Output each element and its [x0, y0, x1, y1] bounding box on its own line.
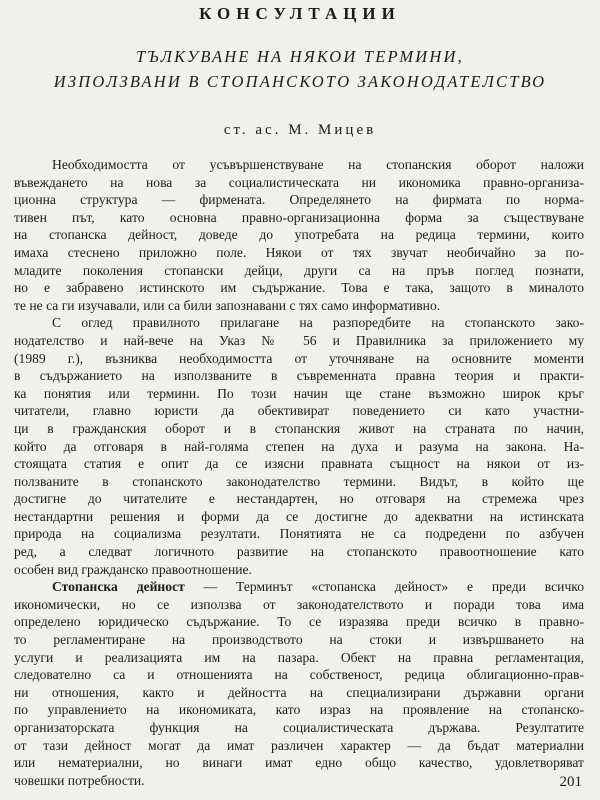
section-heading: КОНСУЛТАЦИИ [199, 4, 401, 23]
text-line: ползваните в стопанското законодателство термини. Видът, в който ще [14, 473, 584, 489]
paragraph-term-definition [14, 578, 584, 789]
text-line: достигне до читателите е нестандартен, но отговаря на стремежа чрез [14, 491, 584, 507]
text-line: особен вид гражданско правоотношение. [14, 561, 252, 577]
text-line: или нематериални, но винаги имат едно общо качество, удовлетворяват [14, 755, 584, 771]
text-line: С оглед правилното прилагане на разпоредбите на стопанското зако- [52, 315, 584, 331]
text-line: който да отговаря в най-голяма степен на духа и разума на закона. На- [14, 438, 584, 454]
text-line: на стопанска дейност, доведе до употребата на редица термини, които [14, 227, 584, 243]
text-line: нестандартни решения и форми да се достигне до адекватни на истинската [14, 508, 584, 524]
text-line: определено юридическо съдържание. То се изразява преди всичко в правно- [14, 614, 584, 630]
text-line: следователно са и отношенията на собственост, редица облигационно-прав- [14, 667, 584, 683]
page-number: 201 [559, 774, 582, 790]
text-line: по управлението на икономиката, като израз на проявление на стопанско- [14, 702, 584, 718]
text-line: услуги и реализацията им на пазара. Обект на правна регламентация, [14, 649, 584, 665]
text-line: тивен път, като основна правно-организационна форма за съществуване [14, 209, 584, 225]
text-line: то регламентиране на производството на стоки и извършването на [14, 632, 584, 648]
article-title-line-2: ИЗПОЛЗВАНИ В СТОПАНСКОТО ЗАКОНОДАТЕЛСТВО [53, 72, 547, 91]
text-line: стоящата статия е опит да се изясни правната същност на някои от из- [14, 456, 584, 472]
text-line: природа на социализма резултати. Понятията не са подредени по азбучен [14, 526, 584, 542]
text-line: организаторската функция на социалистическата държава. Резултатите [14, 720, 584, 735]
text-line: ред, а следват логичното развитие на стопанското правоотношение като [14, 544, 584, 560]
paragraph-intro [14, 156, 584, 314]
text-line: ци в гражданския оборот и в стопанския живот на страната по начин, [14, 420, 584, 436]
text-line: нодателство и най-вече на Указ № 56 и Правилника за приложението му [14, 332, 584, 348]
text-line: Необходимостта от усъвършенствуване на стопанския оборот наложи [52, 157, 584, 172]
text-line: в съдържанието на използваните в съвременната правна теория и практи- [14, 368, 584, 384]
text-line: човешки потребности. [14, 772, 145, 788]
text-line: читатели, главно юристи да обективират поведението си като участни- [14, 403, 584, 419]
paragraph-purpose [14, 314, 584, 578]
author-byline: ст. ас. М. Мицев [223, 122, 377, 138]
text-line-rest: — Терминът «стопанска дейност» е преди всичко [184, 579, 584, 595]
text-line: те не са ги изучавали, или са били запознавани с тях само информативно. [14, 297, 441, 313]
article-body [14, 156, 584, 789]
text-line: ка понятия или термини. По този начин ще стане възможно широк кръг [14, 385, 584, 401]
text-line: ционна структура — фирмената. Определянето на фирмата по норма- [14, 192, 584, 208]
text-line: но е забравено истинското им съдържание. Това е така, защото в миналото [14, 280, 584, 296]
defined-term: Стопанска дейност [52, 579, 185, 595]
text-line: от тази дейност могат да имат различен характер — да бъдат материални [14, 737, 584, 753]
text-line: имаха стеснено приложно поле. Някои от тях звучат необичайно за по- [14, 244, 584, 260]
text-line: младите поколения стопански дейци, други са на пръв поглед познати, [14, 262, 584, 278]
article-title-line-1: ТЪЛКУВАНЕ НА НЯКОИ ТЕРМИНИ, [136, 47, 464, 66]
article-title [0, 44, 600, 94]
text-line: (1989 г.), възниква необходимостта от уточняване на основните моменти [14, 350, 584, 366]
text-line: икономически, но се използва от законодателството и поради това има [14, 596, 584, 612]
text-line [14, 578, 584, 596]
text-line: ни отношения, както и дейността на специализирани държавни органи [14, 684, 584, 700]
text-line: въвеждането на нова за социалистическата ни икономика правно-организа- [14, 174, 584, 190]
